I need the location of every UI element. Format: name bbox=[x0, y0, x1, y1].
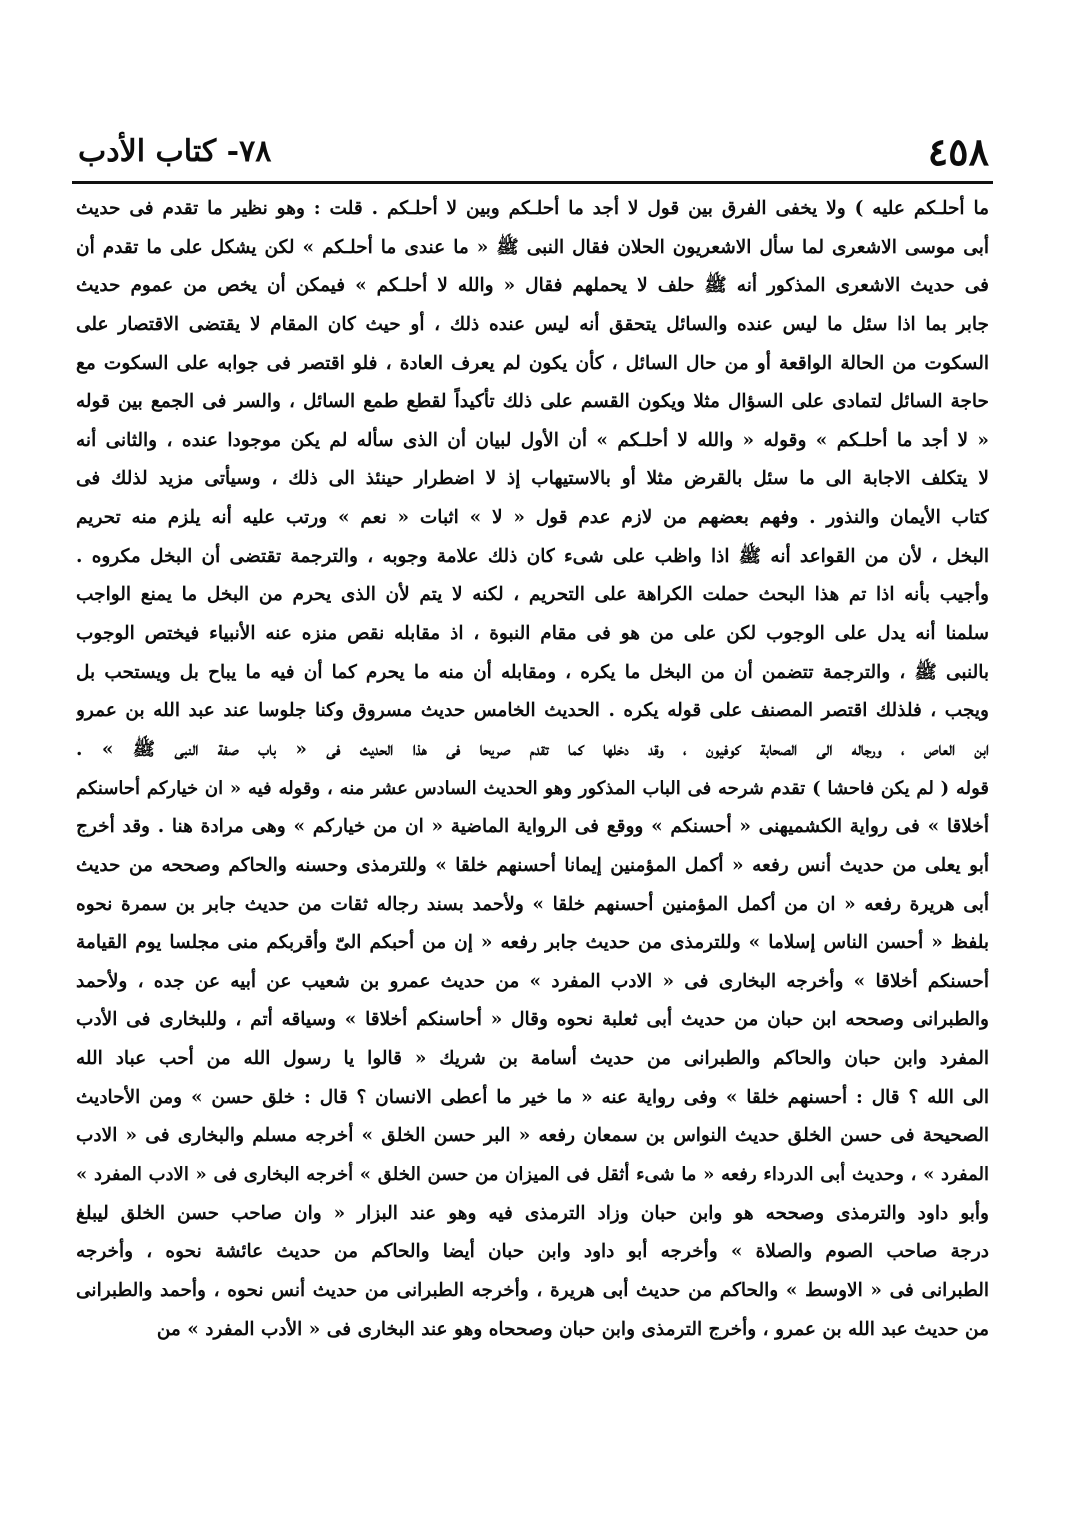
text-line: أحسنكم أخلاقا » وأخرجه البخارى فى « الادب المفرد » من حديث عمرو بن شعيب عن أبيه عن جده ، ولأحمد bbox=[76, 970, 989, 992]
text-line: حاجة السائل لتمادى على السؤال مثلا ويكون القسم على ذلك تأكيداً لقطع طمع السائل ، والسر فى الجمع بين قوله bbox=[76, 391, 989, 413]
text-line: ما أحلـكم عليه ) ولا يخفى الفرق بين قول لا أجد ما أحلـكم وبين لا أحلـكم . قلت : وهو نظير ما تقدم فى حديث bbox=[76, 198, 989, 219]
text-line: المفرد وابن حبان والحاكم والطبرانى من حديث أسامة بن شريك « قالوا يا رسول الله من أحب عباد الله bbox=[76, 1048, 989, 1070]
body-text bbox=[76, 190, 989, 1349]
text-line: من حديث عبد الله بن عمرو ، وأخرج الترمذى وابن حبان وصححاه وهو عند البخارى فى « الأدب المفرد » من bbox=[156, 1318, 989, 1340]
text-line: بالنبى ﷺ ، والترجمة تتضمن أن من البخل ما يكره ، ومقابله أن منه ما يحرم كما أن فيه ما يباح بل ويستحب بل bbox=[76, 661, 989, 683]
chapter-title: ٧٨- كتاب الأدب bbox=[78, 134, 272, 169]
header-divider bbox=[72, 181, 993, 184]
text-line: الطبرانى فى « الاوسط » والحاكم من حديث أبى هريرة ، وأخرجه الطبرانى من حديث أنس نحوه ، وأحمد والطبرانى bbox=[76, 1279, 989, 1301]
text-line: والطبرانى وصححه ابن حبان من حديث أبى ثعلبة نحوه وقال « أحاسنكم أخلاقا » وسياقه أتم ، وللبخارى فى الأدب bbox=[76, 1009, 989, 1031]
text-line: « لا أجد ما أحلـكم » وقوله « والله لا أحلـكم » أن الأول لبيان أن الذى سأله لم يكن موجودا عنده ، والثانى أنه bbox=[76, 429, 989, 451]
text-line: السكوت من الحالة الواقعة أو من حال السائل ، كأن يكون لم يعرف العادة ، فلو اقتصر فى جوابه على السكوت مع bbox=[76, 352, 989, 374]
text-line: فى حديث الاشعرى المذكور أنه ﷺ حلف لا يحملهم فقال « والله لا أحلـكم » فيمكن أن يخص من عموم حديث bbox=[76, 275, 989, 297]
text-line: وأبو داود والترمذى وصححه هو وابن حبان وزاد الترمذى فيه وهو عند البزار « وان صاحب حسن الخلق ليبلغ bbox=[76, 1202, 989, 1224]
text-line: الى الله ؟ قال : أحسنهم خلقا » وفى رواية عنه « ما خير ما أعطى الانسان ؟ قال : خلق حسن » ومن الأحاديث bbox=[76, 1086, 989, 1108]
text-line: جابر بما اذا سئل ما ليس عنده والسائل يتحقق أنه ليس عنده ذلك ، أو حيث كان المقام لا يقتضى الاقتصار على bbox=[76, 313, 989, 335]
text-line: سلمنا أنه يدل على الوجوب لكن على من هو فى مقام النبوة ، اذ مقابله نقص منزه عنه الأنبياء فيختص الوجوب bbox=[76, 623, 989, 645]
text-line: وأجيب بأنه اذا تم هذا البحث حملت الكراهة على التحريم ، لكنه لا يتم لأن الذى يحرم من البخل ما يمنع الواجب bbox=[76, 584, 989, 606]
text-line: البخل ، لأن من القواعد أنه ﷺ اذا واظب على شىء كان ذلك علامة وجوبه ، والترجمة تقتضى أن البخل مكروه . bbox=[76, 545, 989, 567]
text-line: أبى موسى الاشعرى لما سأل الاشعريون الحلان فقال النبى ﷺ « ما عندى ما أحلـكم » لكن يشكل على ما تقدم أن bbox=[76, 236, 989, 258]
text-line: أبو يعلى من حديث أنس رفعه « أكمل المؤمنين إيمانا أحسنهم خلقا » وللترمذى وحسنه والحاكم وصححه من حديث bbox=[76, 854, 989, 876]
text-line: أبى هريرة رفعه « ان من أكمل المؤمنين أحسنهم خلقا » ولأحمد بسند رجاله ثقات من حديث جابر بن سمرة نحوه bbox=[76, 893, 989, 915]
page-header bbox=[78, 128, 989, 176]
text-line: المفرد » ، وحديث أبى الدرداء رفعه « ما شىء أثقل فى الميزان من حسن الخلق » أخرجه البخارى فى « الادب المفرد » bbox=[76, 1164, 989, 1186]
text-line: الصحيحة فى حسن الخلق حديث النواس بن سمعان رفعه « البر حسن الخلق » أخرجه مسلم والبخارى فى « الادب bbox=[76, 1125, 989, 1147]
text-line: قوله ( لم يكن فاحشا ) تقدم شرحه فى الباب المذكور وهو الحديث السادس عشر منه ، وقوله فيه « ان خياركم أحاسنكم bbox=[76, 777, 989, 799]
page-number: ٤٥٨ bbox=[927, 129, 989, 174]
text-line: أخلاقا » فى رواية الكشميهنى « أحسنكم » ووقع فى الرواية الماضية « ان من خياركم » وهى مرادة هنا . وقد أخرج bbox=[76, 816, 989, 838]
text-line: بلفظ « أحسن الناس إسلاما » وللترمذى من حديث جابر رفعه « إن من أحبكم الىّ وأقربكم منى مجلسا يوم القيامة bbox=[76, 932, 989, 954]
text-line: ابن العاص ، ورجاله الى الصحابة كوفيون ، وقد دخلها كما تقدم صريحا فى هذا الحديث فى « باب صفة النبى ﷺ » . bbox=[76, 738, 989, 760]
text-line: ويجب ، فلذلك اقتصر المصنف على قوله يكره . الحديث الخامس حديث مسروق وكنا جلوسا عند عبد الله بن عمرو bbox=[76, 700, 989, 722]
text-line: كتاب الأيمان والنذور . وفهم بعضهم من لازم عدم قول « لا » اثبات « نعم » ورتب عليه أنه يلزم منه تحريم bbox=[76, 507, 989, 529]
text-line: درجة صاحب الصوم والصلاة » وأخرجه أبو داود وابن حبان أيضا والحاكم من حديث عائشة نحوه ، وأخرجه bbox=[76, 1241, 989, 1263]
text-line: لا يتكلف الاجابة الى ما سئل بالقرض مثلا أو بالاستيهاب إذ لا اضطرار حينئذ الى ذلك ، وسيأتى مزيد لذلك فى bbox=[76, 468, 989, 490]
